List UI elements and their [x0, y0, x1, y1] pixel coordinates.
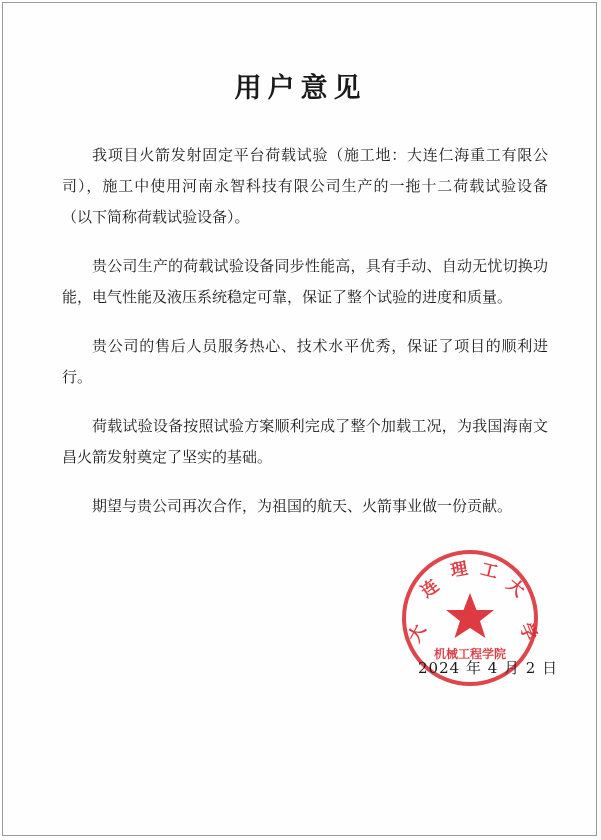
paragraph-2: 贵公司生产的荷载试验设备同步性能高，具有手动、自动无忧切换功能，电气性能及液压系统稳定可靠，保证了整个试验的进度和质量。: [62, 257, 548, 306]
svg-text:大: 大: [404, 621, 431, 646]
svg-text:大: 大: [502, 575, 529, 602]
document-title: 用户意见: [234, 73, 367, 104]
svg-text:连: 连: [417, 575, 443, 603]
paragraph-4: 荷载试验设备按照试验方案顺利完成了整个加载工况，为我国海南文昌火箭发射奠定了坚实的基础。: [62, 417, 548, 466]
svg-text:理: 理: [449, 558, 470, 582]
svg-text:机械工程学院: 机械工程学院: [433, 647, 507, 661]
svg-text:学: 学: [514, 620, 540, 644]
paragraph-1: 我项目火箭发射固定平台荷载试验（施工地：大连仁海重工有限公司），施工中使用河南永智科技有限公司生产的一拖十二荷载试验设备（以下简称荷载试验设备）。: [62, 146, 548, 226]
document-body: [62, 140, 548, 540]
paragraph-5: 期望与贵公司再次合作，为祖国的航天、火箭事业做一份贡献。: [92, 497, 513, 515]
paragraph-3: 贵公司的售后人员服务热心、技术水平优秀，保证了项目的顺利进行。: [62, 337, 548, 386]
svg-text:工: 工: [478, 559, 500, 583]
document-date: 2024 年 4 月 2 日: [418, 659, 559, 677]
